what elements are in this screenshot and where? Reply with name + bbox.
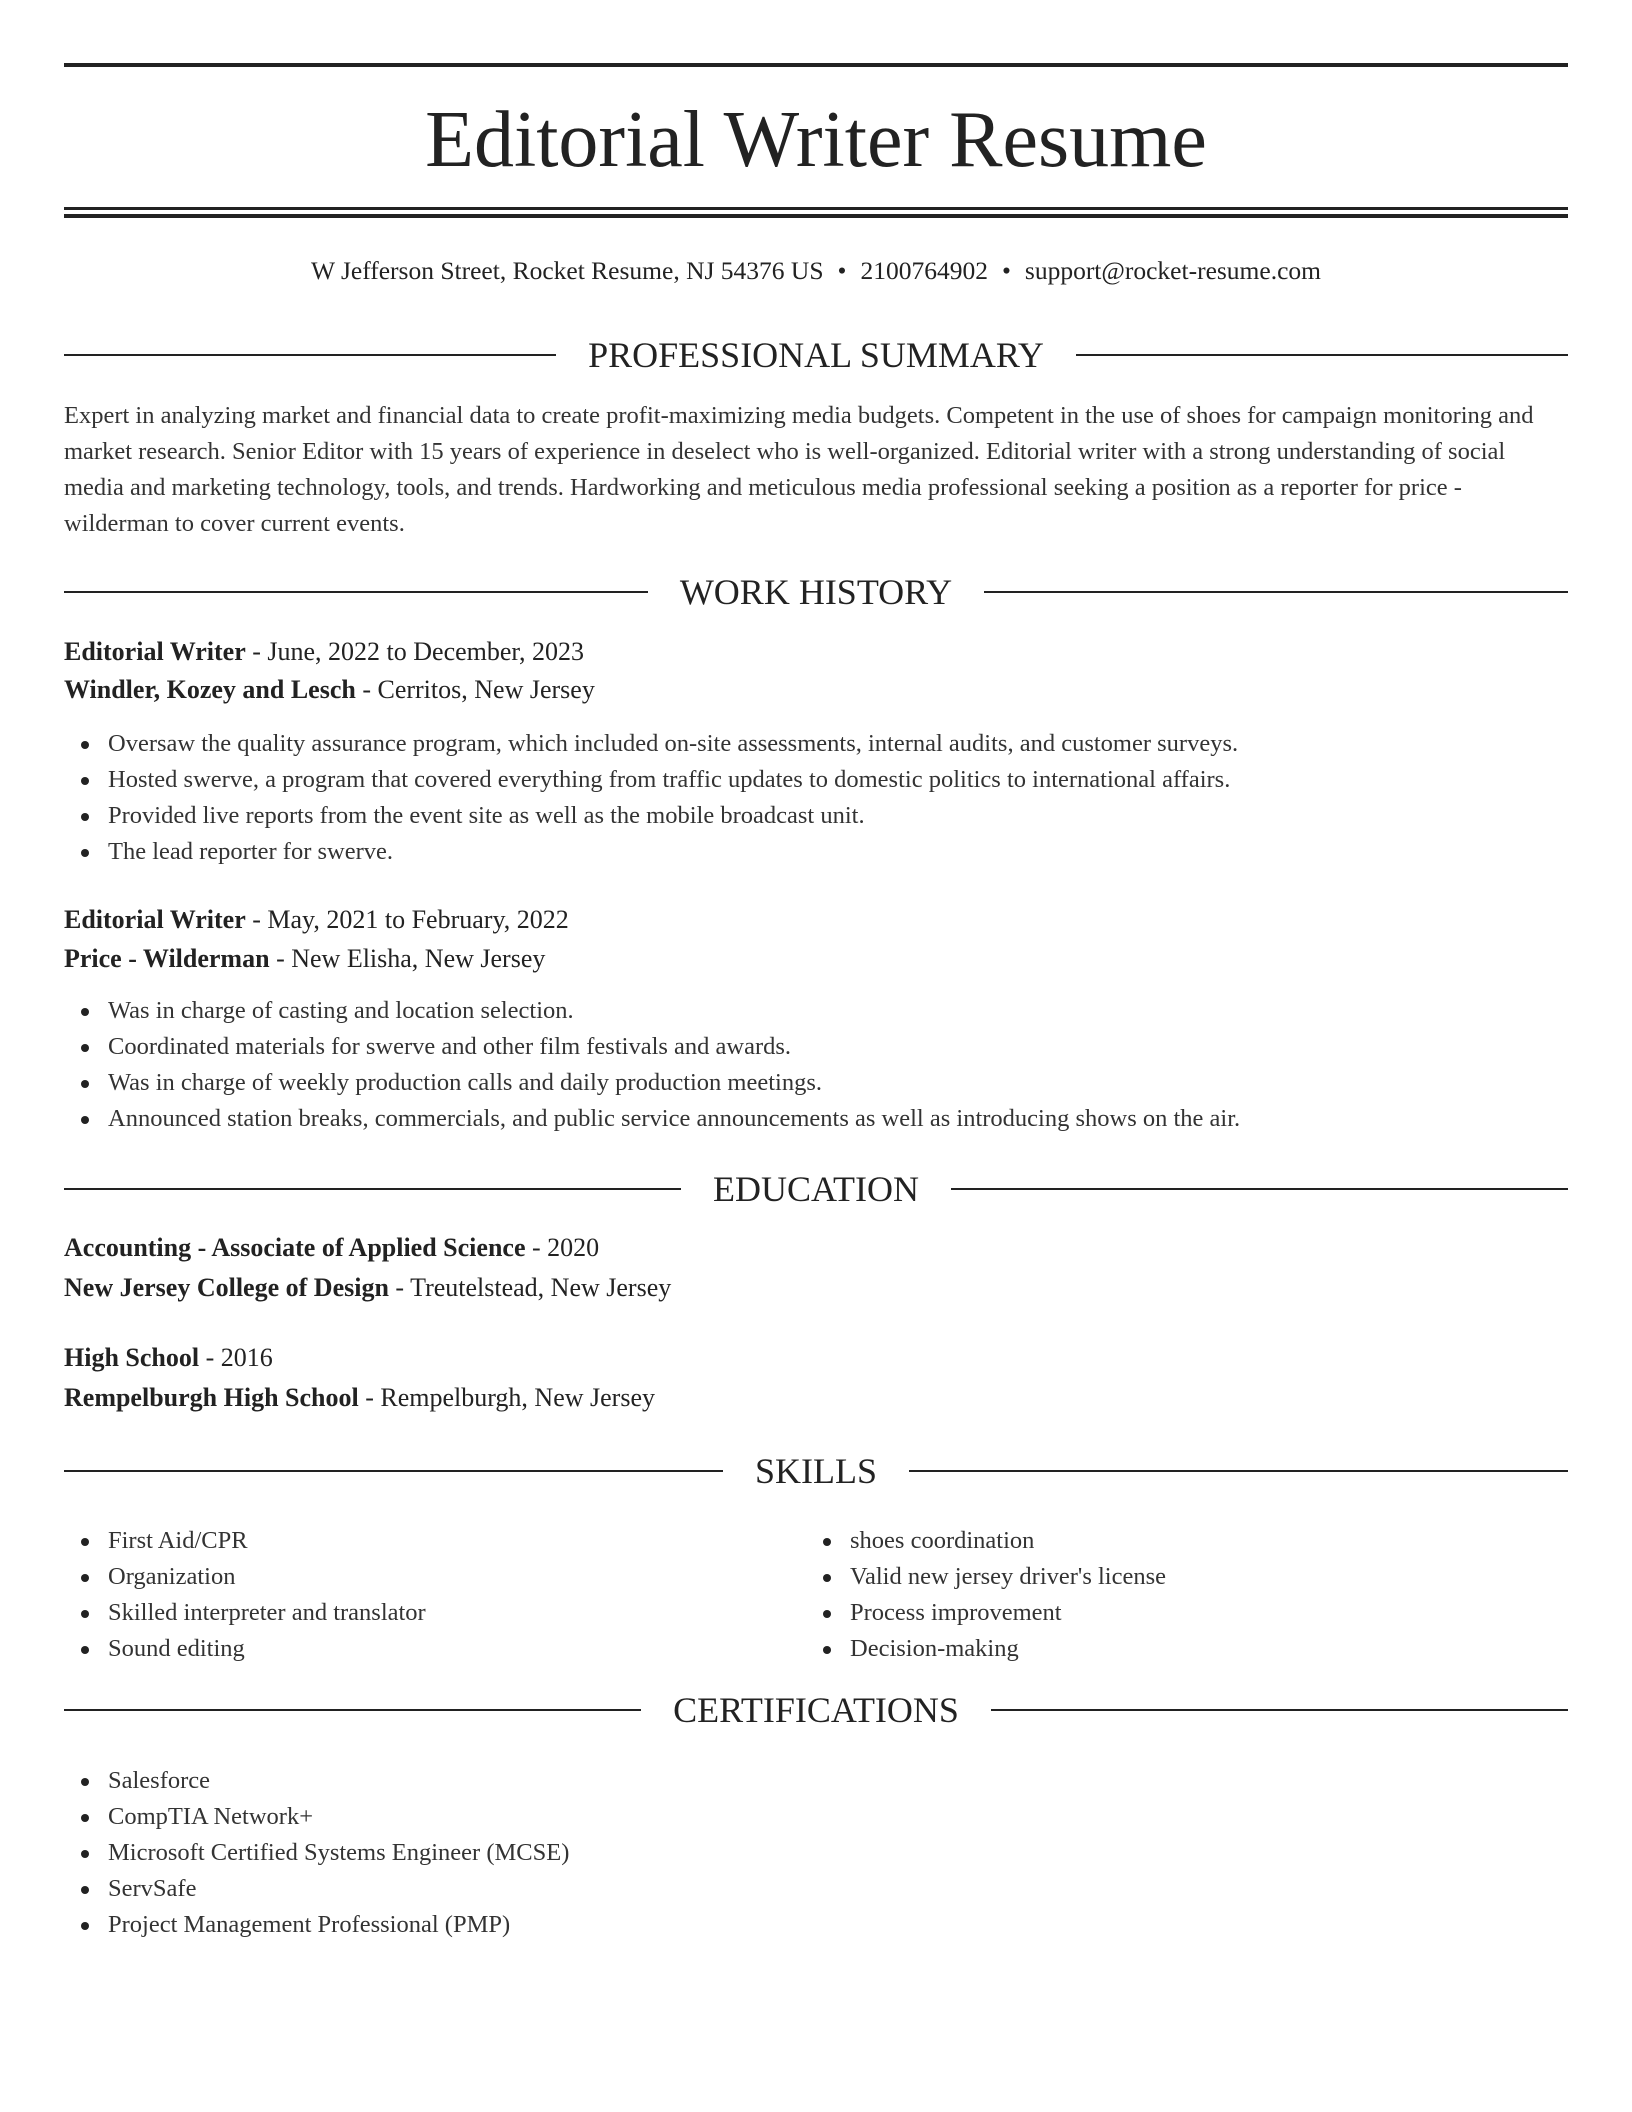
list-item: Process improvement <box>806 1595 1166 1631</box>
certifications-list <box>64 1763 569 1943</box>
education-year: - 2016 <box>205 1343 273 1372</box>
heading-rule <box>64 1709 641 1711</box>
heading-rule <box>64 354 556 356</box>
list-item: Project Management Professional (PMP) <box>64 1907 569 1943</box>
list-item: The lead reporter for swerve. <box>64 834 1238 870</box>
contact-phone: 2100764902 <box>860 256 988 285</box>
list-item: Hosted swerve, a program that covered everything from traffic updates to domestic politics to international affairs. <box>64 762 1238 798</box>
heading-rule <box>64 591 648 593</box>
job-company: Price - Wilderman <box>64 944 270 973</box>
section-heading-work-history <box>64 570 1568 614</box>
list-item: First Aid/CPR <box>64 1523 426 1559</box>
section-heading-certifications <box>64 1688 1568 1732</box>
list-item: Valid new jersey driver's license <box>806 1559 1166 1595</box>
section-heading-education <box>64 1167 1568 1211</box>
job-bullet-list <box>64 726 1238 870</box>
summary-line: market research. Senior Editor with 15 years of experience in deselect who is well-organized. Editorial writer with a strong understanding of social <box>64 438 1506 465</box>
education-year: - 2020 <box>532 1233 600 1262</box>
education-degree: High School <box>64 1343 200 1372</box>
summary-line: Expert in analyzing market and financial data to create profit-maximizing media budgets. Competent in the use of shoes for campaign monitoring and <box>64 402 1534 429</box>
education-degree: Accounting - Associate of Applied Science <box>64 1233 526 1262</box>
list-item: Oversaw the quality assurance program, which included on-site assessments, internal audits, and customer surveys. <box>64 726 1238 762</box>
list-item: Microsoft Certified Systems Engineer (MCSE) <box>64 1835 569 1871</box>
list-item: Announced station breaks, commercials, and public service announcements as well as introducing shows on the air. <box>64 1101 1240 1137</box>
job-company: Windler, Kozey and Lesch <box>64 675 356 704</box>
section-title: WORK HISTORY <box>679 572 953 612</box>
contact-separator: • <box>1001 256 1011 285</box>
contact-line <box>0 254 1632 288</box>
job-title-line <box>64 634 584 670</box>
header-top-rule <box>64 63 1568 67</box>
summary-paragraph <box>64 398 1568 542</box>
education-degree-line <box>64 1230 599 1266</box>
section-title: SKILLS <box>755 1451 878 1491</box>
list-item: Provided live reports from the event site as well as the mobile broadcast unit. <box>64 798 1238 834</box>
contact-separator: • <box>837 256 847 285</box>
list-item: Decision-making <box>806 1631 1166 1667</box>
job-title: Editorial Writer <box>64 637 246 666</box>
education-school-line <box>64 1270 671 1306</box>
list-item: Salesforce <box>64 1763 569 1799</box>
list-item: Was in charge of weekly production calls and daily production meetings. <box>64 1065 1240 1101</box>
skills-list-right <box>806 1523 1166 1667</box>
contact-address: W Jefferson Street, Rocket Resume, NJ 54376 US <box>310 256 824 285</box>
job-location: - New Elisha, New Jersey <box>276 944 546 973</box>
list-item: CompTIA Network+ <box>64 1799 569 1835</box>
section-heading-summary <box>64 333 1568 377</box>
heading-rule <box>64 1188 681 1190</box>
job-location: - Cerritos, New Jersey <box>362 675 595 704</box>
section-title: CERTIFICATIONS <box>673 1690 959 1730</box>
heading-rule <box>909 1470 1568 1472</box>
heading-rule <box>951 1188 1568 1190</box>
job-title-line <box>64 902 569 938</box>
list-item: Was in charge of casting and location selection. <box>64 993 1240 1029</box>
heading-rule <box>984 591 1568 593</box>
education-degree-line <box>64 1340 273 1376</box>
list-item: shoes coordination <box>806 1523 1166 1559</box>
skills-list-left <box>64 1523 426 1667</box>
resume-title: Editorial Writer Resume <box>425 96 1207 184</box>
section-heading-skills <box>64 1449 1568 1493</box>
summary-line: media and marketing technology, tools, and trends. Hardworking and meticulous media professional seeking a position as a reporter for price - <box>64 474 1462 501</box>
section-title: EDUCATION <box>713 1169 919 1209</box>
education-school-line <box>64 1380 655 1416</box>
job-company-line <box>64 672 595 708</box>
list-item: Sound editing <box>64 1631 426 1667</box>
heading-rule <box>991 1709 1568 1711</box>
contact-email: support@rocket-resume.com <box>1024 256 1321 285</box>
job-title: Editorial Writer <box>64 905 246 934</box>
heading-rule <box>1076 354 1568 356</box>
section-title: PROFESSIONAL SUMMARY <box>588 335 1044 375</box>
education-school: New Jersey College of Design <box>64 1273 389 1302</box>
list-item: Organization <box>64 1559 426 1595</box>
list-item: ServSafe <box>64 1871 569 1907</box>
header-double-rule-bottom <box>64 214 1568 218</box>
education-location: - Treutelstead, New Jersey <box>395 1273 672 1302</box>
education-school: Rempelburgh High School <box>64 1383 359 1412</box>
job-dates: - June, 2022 to December, 2023 <box>252 637 585 666</box>
header-double-rule-top <box>64 207 1568 210</box>
list-item: Coordinated materials for swerve and other film festivals and awards. <box>64 1029 1240 1065</box>
job-bullet-list <box>64 993 1240 1137</box>
job-dates: - May, 2021 to February, 2022 <box>252 905 569 934</box>
education-location: - Rempelburgh, New Jersey <box>365 1383 656 1412</box>
list-item: Skilled interpreter and translator <box>64 1595 426 1631</box>
heading-rule <box>64 1470 723 1472</box>
summary-line: wilderman to cover current events. <box>64 510 405 537</box>
job-company-line <box>64 941 545 977</box>
